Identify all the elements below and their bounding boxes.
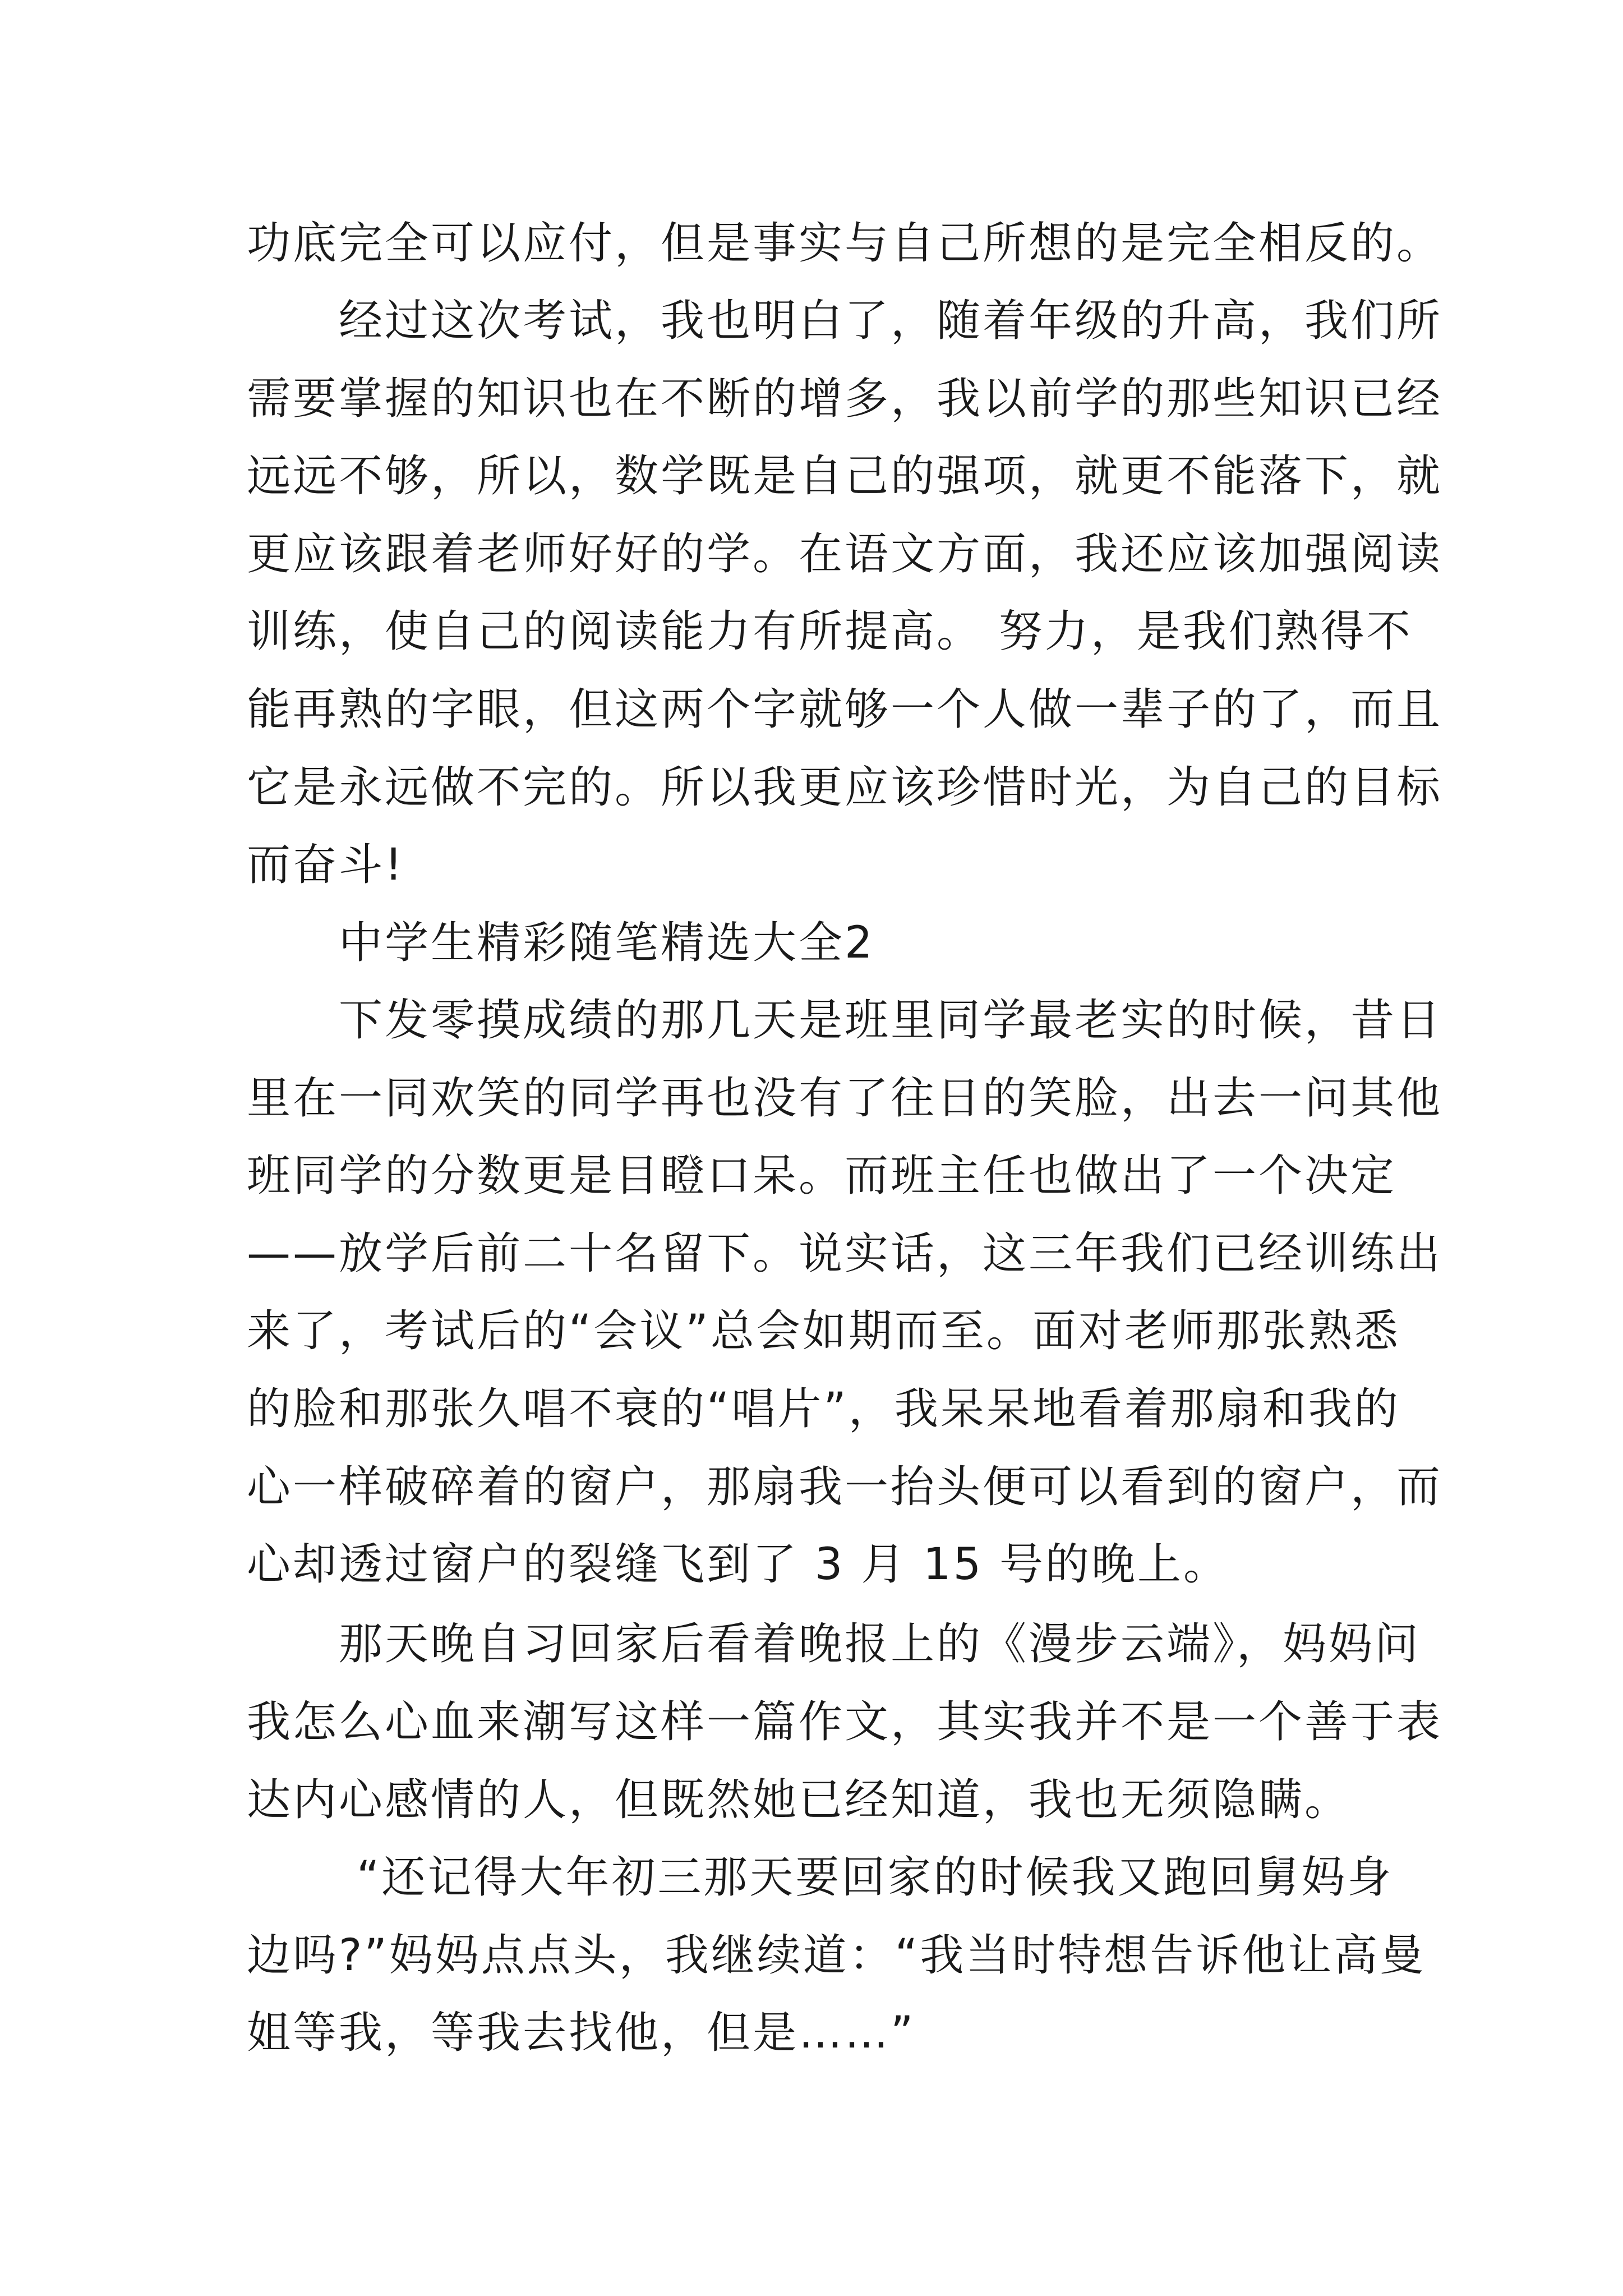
text-line: 心一样破碎着的窗户，那扇我一抬头便可以看到的窗户，而 [247,1462,1443,1512]
text-line: 达内心感情的人，但既然她已经知道，我也无须隐瞒。 [247,1775,1351,1825]
paragraph-first-line: 下发零摸成绩的那几天是班里同学最老实的时候，昔日 [339,995,1443,1046]
text-line: 需要掌握的知识也在不断的增多，我以前学的那些知识已经 [247,374,1443,424]
text-line: 的脸和那张久唱不衰的“唱片”，我呆呆地看着那扇和我的 [247,1384,1400,1434]
text-line: 训练，使自己的阅读能力有所提高。 努力，是我们熟得不 [247,606,1413,657]
paragraph-first-line: 经过这次考试，我也明白了，随着年级的升高，我们所 [339,296,1443,346]
text-line: 远远不够，所以，数学既是自己的强项，就更不能落下，就 [247,451,1443,501]
text-line: ——放学后前二十名留下。说实话，这三年我们已经训练出 [247,1228,1443,1279]
section-heading: 中学生精彩随笔精选大全2 [339,918,875,968]
text-line: 姐等我，等我去找他，但是……” [247,2008,916,2058]
text-line: 来了，考试后的“会议”总会如期而至。面对老师那张熟悉 [247,1306,1400,1356]
text-line: 班同学的分数更是目瞪口呆。而班主任也做出了一个决定 [247,1151,1397,1201]
paragraph-first-line: 那天晚自习回家后看着晚报上的《漫步云端》，妈妈问 [339,1619,1421,1669]
text-line: 边吗?”妈妈点点头，我继续道：“我当时特想告诉他让高曼 [247,1930,1426,1981]
text-line: 而奋斗! [247,840,405,890]
text-line: 我怎么心血来潮写这样一篇作文，其实我并不是一个善于表 [247,1697,1443,1747]
paragraph-first-line: “还记得大年初三那天要回家的时候我又跑回舅妈身 [357,1852,1394,1903]
text-line: 能再熟的字眼，但这两个字就够一个人做一辈子的了，而且 [247,684,1443,735]
text-line: 更应该跟着老师好好的学。在语文方面，我还应该加强阅读 [247,529,1443,579]
text-line: 它是永远做不完的。所以我更应该珍惜时光，为自己的目标 [247,762,1443,813]
text-line: 心却透过窗户的裂缝飞到了 3 月 15 号的晚上。 [247,1539,1230,1590]
text-line: 里在一同欢笑的同学再也没有了往日的笑脸，出去一问其他 [247,1073,1443,1124]
text-line: 功底完全可以应付，但是事实与自己所想的是完全相反的。 [247,218,1443,269]
